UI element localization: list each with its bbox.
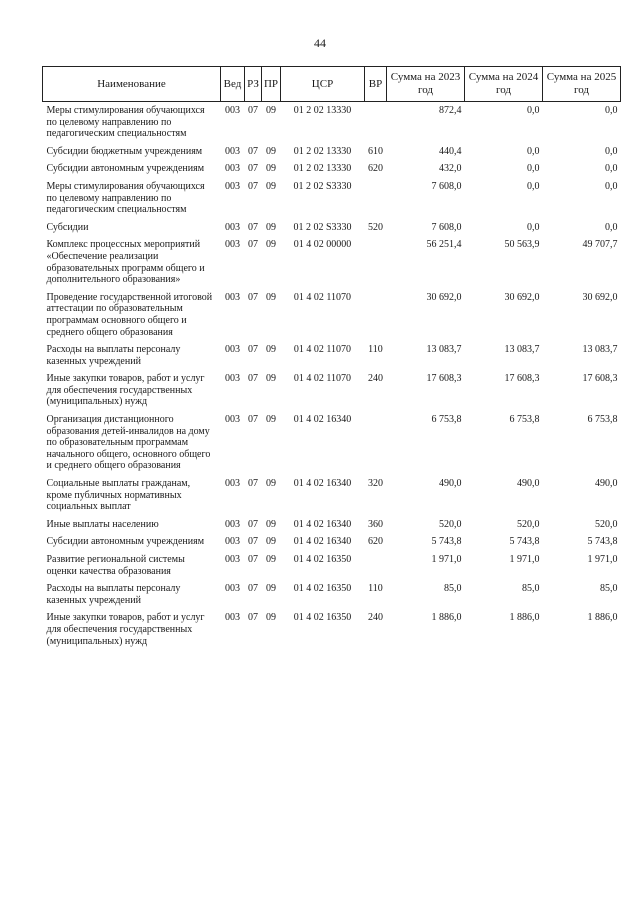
header-sum-2025: Сумма на 2025 год — [543, 67, 621, 102]
table-row — [43, 222, 621, 240]
row-rz: 07 — [248, 536, 258, 548]
row-sum-2023: 6 753,8 — [431, 414, 462, 426]
row-rz: 07 — [248, 105, 258, 116]
row-csr: 01 4 02 11070 — [293, 344, 352, 356]
row-rz: 07 — [248, 554, 258, 565]
row-name: Иные выплаты населению — [46, 518, 159, 530]
row-name: Субсидии — [46, 221, 89, 233]
row-csr: 01 4 02 16340 — [293, 518, 352, 530]
table-row — [43, 414, 621, 478]
row-ved: 003 — [225, 612, 240, 624]
row-name: Субсидии автономным учреждениям — [46, 536, 205, 548]
row-sum-2023: 7 608,0 — [431, 180, 462, 192]
row-pr: 09 — [266, 373, 276, 385]
budget-table — [42, 66, 621, 653]
table-row — [43, 181, 621, 222]
row-rz: 07 — [248, 221, 258, 233]
row-name: Организация дистанционного образования детей-инвалидов на дому по образовательным программам начального общего, основного общего и среднего общего образования — [46, 414, 211, 472]
row-sum-2023: 56 251,4 — [426, 239, 462, 251]
table-body — [43, 102, 621, 654]
table-row — [43, 373, 621, 414]
row-sum-2024: 17 608,3 — [504, 373, 540, 385]
row-sum-2025: 6 753,8 — [587, 414, 618, 426]
row-sum-2025: 1 971,0 — [587, 554, 618, 565]
row-vr: 110 — [368, 583, 383, 595]
row-vr: 110 — [368, 344, 383, 356]
row-sum-2023: 7 608,0 — [431, 221, 462, 233]
row-csr: 01 4 02 16350 — [293, 583, 352, 595]
row-pr: 09 — [266, 221, 276, 233]
table-row — [43, 239, 621, 291]
row-ved: 003 — [225, 163, 240, 175]
row-rz: 07 — [248, 478, 258, 490]
row-sum-2025: 520,0 — [595, 518, 618, 530]
row-sum-2024: 0,0 — [527, 145, 540, 157]
row-ved: 003 — [225, 478, 240, 490]
row-ved: 003 — [225, 414, 240, 426]
table-row — [43, 554, 621, 583]
row-ved: 003 — [225, 180, 240, 192]
table-row — [43, 519, 621, 537]
row-sum-2025: 0,0 — [605, 180, 618, 192]
row-name: Развитие региональной системы оценки качества образования — [46, 554, 185, 577]
row-name: Комплекс процессных мероприятий «Обеспечение реализации образовательных программ общего и дополнительного образования» — [46, 239, 205, 286]
row-pr: 09 — [266, 414, 276, 426]
table-row — [43, 163, 621, 181]
header-csr: ЦСР — [281, 67, 365, 102]
row-pr: 09 — [266, 105, 276, 116]
row-sum-2023: 520,0 — [439, 518, 462, 530]
row-pr: 09 — [266, 554, 276, 565]
row-pr: 09 — [266, 583, 276, 595]
row-vr — [365, 414, 387, 478]
row-vr: 620 — [368, 163, 383, 175]
page-number: 44 — [314, 36, 326, 50]
row-sum-2025: 85,0 — [600, 583, 618, 595]
row-sum-2024: 6 753,8 — [509, 414, 540, 426]
table-row — [43, 102, 621, 146]
row-vr — [365, 102, 387, 146]
row-sum-2024: 520,0 — [517, 518, 540, 530]
row-sum-2025: 30 692,0 — [582, 291, 618, 303]
row-rz: 07 — [248, 518, 258, 530]
row-sum-2024: 30 692,0 — [504, 291, 540, 303]
header-sum-2023: Сумма на 2023 год — [387, 67, 465, 102]
row-name: Социальные выплаты гражданам, кроме публичных нормативных социальных выплат — [46, 478, 191, 513]
row-sum-2025: 490,0 — [595, 478, 618, 490]
row-vr: 620 — [368, 536, 383, 548]
row-rz: 07 — [248, 344, 258, 356]
row-sum-2024: 490,0 — [517, 478, 540, 490]
row-vr: 520 — [368, 221, 383, 233]
row-pr: 09 — [266, 239, 276, 251]
row-sum-2024: 1 886,0 — [509, 612, 540, 624]
row-csr: 01 2 02 13330 — [293, 105, 352, 116]
row-rz: 07 — [248, 239, 258, 251]
row-vr — [365, 554, 387, 583]
row-sum-2025: 49 707,7 — [582, 239, 618, 251]
row-sum-2023: 30 692,0 — [426, 291, 462, 303]
row-sum-2024: 0,0 — [527, 180, 540, 192]
row-sum-2023: 432,0 — [439, 163, 462, 175]
row-vr — [365, 181, 387, 222]
row-csr: 01 2 02 13330 — [293, 163, 352, 175]
row-csr: 01 4 02 16340 — [293, 414, 352, 426]
row-vr: 240 — [368, 373, 383, 385]
row-sum-2023: 85,0 — [444, 583, 462, 595]
table-header-row — [43, 67, 621, 102]
header-name: Наименование — [43, 67, 221, 102]
row-sum-2025: 5 743,8 — [587, 536, 618, 548]
row-csr: 01 4 02 16340 — [293, 478, 352, 490]
row-ved: 003 — [225, 554, 240, 565]
row-rz: 07 — [248, 180, 258, 192]
row-ved: 003 — [225, 344, 240, 356]
row-csr: 01 4 02 11070 — [293, 291, 352, 303]
table-row — [43, 146, 621, 164]
row-sum-2025: 1 886,0 — [587, 612, 618, 624]
row-name: Меры стимулирования обучающихся по целевому направлению по педагогическим специальностям — [46, 180, 205, 216]
row-vr: 610 — [368, 145, 383, 157]
row-name: Иные закупки товаров, работ и услуг для обеспечения государственных (муниципальных) нужд — [46, 612, 205, 647]
row-sum-2023: 872,4 — [439, 105, 462, 116]
header-ved: Вед — [221, 67, 245, 102]
row-ved: 003 — [225, 518, 240, 530]
row-sum-2024: 0,0 — [527, 221, 540, 233]
row-name: Субсидии бюджетным учреждениям — [46, 145, 203, 157]
row-sum-2023: 17 608,3 — [426, 373, 462, 385]
row-name: Проведение государственной итоговой аттестации по образовательным программам основного общего и среднего общего образования — [46, 291, 213, 338]
row-sum-2024: 85,0 — [522, 583, 540, 595]
row-sum-2024: 5 743,8 — [509, 536, 540, 548]
row-pr: 09 — [266, 163, 276, 175]
row-pr: 09 — [266, 180, 276, 192]
row-pr: 09 — [266, 478, 276, 490]
row-ved: 003 — [225, 239, 240, 251]
row-sum-2023: 440,4 — [439, 145, 462, 157]
header-rz: РЗ — [245, 67, 262, 102]
row-sum-2025: 0,0 — [605, 163, 618, 175]
row-rz: 07 — [248, 291, 258, 303]
row-sum-2023: 1 886,0 — [431, 612, 462, 624]
row-rz: 07 — [248, 612, 258, 624]
row-sum-2025: 17 608,3 — [582, 373, 618, 385]
row-csr: 01 4 02 16340 — [293, 536, 352, 548]
table-row — [43, 344, 621, 373]
row-name: Расходы на выплаты персоналу казенных учреждений — [46, 583, 181, 606]
row-name: Субсидии автономным учреждениям — [46, 163, 205, 175]
row-name: Иные закупки товаров, работ и услуг для обеспечения государственных (муниципальных) нужд — [46, 373, 205, 408]
row-rz: 07 — [248, 373, 258, 385]
row-csr: 01 2 02 S3330 — [293, 180, 352, 192]
header-sum-2024: Сумма на 2024 год — [465, 67, 543, 102]
row-rz: 07 — [248, 163, 258, 175]
row-pr: 09 — [266, 536, 276, 548]
row-vr — [365, 239, 387, 291]
row-pr: 09 — [266, 145, 276, 157]
row-pr: 09 — [266, 612, 276, 624]
row-ved: 003 — [225, 373, 240, 385]
row-csr: 01 2 02 13330 — [293, 145, 352, 157]
row-sum-2024: 50 563,9 — [504, 239, 540, 251]
row-ved: 003 — [225, 583, 240, 595]
row-sum-2023: 490,0 — [439, 478, 462, 490]
row-rz: 07 — [248, 414, 258, 426]
row-ved: 003 — [225, 105, 240, 116]
table-row — [43, 612, 621, 653]
table-row — [43, 478, 621, 519]
row-rz: 07 — [248, 583, 258, 595]
row-pr: 09 — [266, 518, 276, 530]
row-csr: 01 4 02 16350 — [293, 612, 352, 624]
row-ved: 003 — [225, 291, 240, 303]
row-name: Меры стимулирования обучающихся по целевому направлению по педагогическим специальностям — [46, 105, 205, 140]
row-sum-2023: 13 083,7 — [426, 344, 462, 356]
row-vr: 320 — [368, 478, 383, 490]
row-sum-2024: 0,0 — [527, 105, 540, 116]
table-row — [43, 536, 621, 554]
row-sum-2024: 0,0 — [527, 163, 540, 175]
row-sum-2025: 0,0 — [605, 221, 618, 233]
row-csr: 01 4 02 00000 — [293, 239, 352, 251]
row-pr: 09 — [266, 344, 276, 356]
row-vr — [365, 292, 387, 344]
row-ved: 003 — [225, 221, 240, 233]
header-pr: ПР — [262, 67, 281, 102]
row-vr: 240 — [368, 612, 383, 624]
row-sum-2023: 5 743,8 — [431, 536, 462, 548]
row-rz: 07 — [248, 145, 258, 157]
row-sum-2025: 0,0 — [605, 145, 618, 157]
row-csr: 01 4 02 11070 — [293, 373, 352, 385]
row-sum-2025: 13 083,7 — [582, 344, 618, 356]
row-pr: 09 — [266, 291, 276, 303]
table-row — [43, 292, 621, 344]
row-csr: 01 4 02 16350 — [293, 554, 352, 565]
row-sum-2024: 1 971,0 — [509, 554, 540, 565]
row-sum-2023: 1 971,0 — [431, 554, 462, 565]
row-ved: 003 — [225, 145, 240, 157]
row-vr: 360 — [368, 518, 383, 530]
table-row — [43, 583, 621, 612]
row-sum-2024: 13 083,7 — [504, 344, 540, 356]
row-name: Расходы на выплаты персоналу казенных учреждений — [46, 344, 181, 367]
row-csr: 01 2 02 S3330 — [293, 221, 352, 233]
row-ved: 003 — [225, 536, 240, 548]
header-vr: ВР — [365, 67, 387, 102]
row-sum-2025: 0,0 — [605, 105, 618, 116]
